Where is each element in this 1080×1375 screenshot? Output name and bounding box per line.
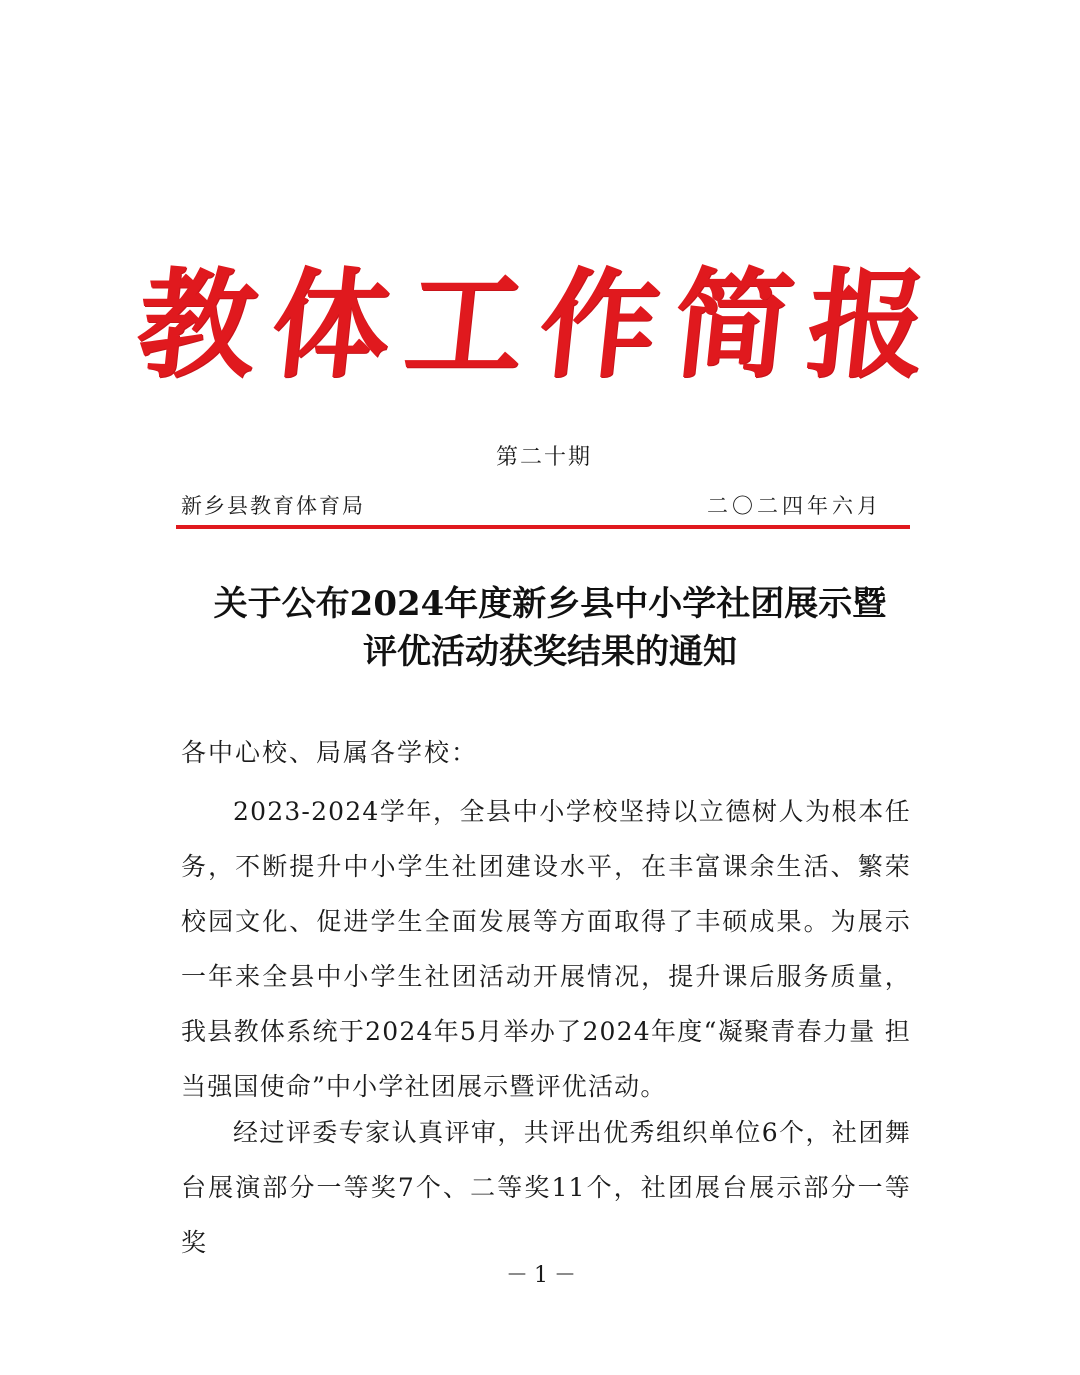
body-paragraph-2: 经过评委专家认真评审，共评出优秀组织单位6个，社团舞台展演部分一等奖7个、二等奖11个，社团展台展示部分一等奖 — [181, 1118, 911, 1257]
page-number: －1－ — [506, 1263, 582, 1288]
body-paragraph-1: 2023-2024学年，全县中小学校坚持以立德树人为根本任务，不断提升中小学生社团建设水平，在丰富课余生活、繁荣校园文化、促进学生全面发展等方面取得了丰硕成果。为展示一年来全县中小学生社团活动开展情况，提升课后服务质量，我县教体系统于2024年5月举办了2024年度“凝聚青春力量 担当强国使命”中小学社团展示暨评优活动。 — [181, 797, 912, 1101]
notice-title-line-1: 关于公布2024年度新乡县中小学社团展示暨 — [213, 584, 887, 624]
salutation: 各中心校、局属各学校： — [181, 738, 479, 767]
masthead-title: 教体工作简报 — [130, 255, 950, 394]
issue-number: 第二十期 — [495, 445, 592, 470]
issue-date: 二〇二四年六月 — [707, 494, 882, 518]
issuer-name: 新乡县教育体育局 — [181, 494, 365, 518]
red-divider-rule — [176, 525, 910, 529]
notice-title-line-2: 评优活动获奖结果的通知 — [363, 632, 737, 672]
notice-title — [150, 580, 950, 676]
